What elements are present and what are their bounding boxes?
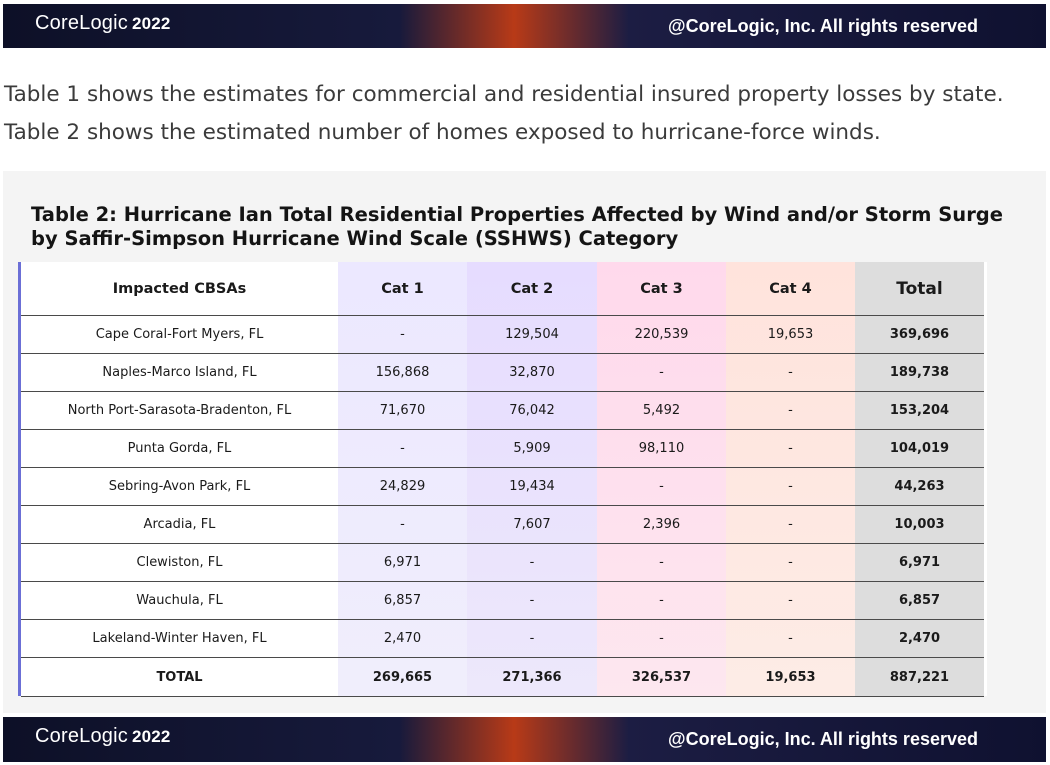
properties-table — [21, 262, 984, 697]
column-header: Cat 2 — [467, 262, 597, 316]
value-cell: - — [726, 506, 855, 544]
cbsa-name-cell: Lakeland-Winter Haven, FL — [21, 620, 338, 658]
table-row — [21, 582, 984, 620]
copyright-text: @CoreLogic, Inc. All rights reserved — [668, 729, 978, 749]
value-cell: - — [597, 544, 726, 582]
table-title: Table 2: Hurricane Ian Total Residential Properties Affected by Wind and/or Storm Surge by Saffir-Simpson Hurricane Wind Scale (SSHWS) Category — [31, 203, 1003, 250]
total-row — [21, 658, 984, 697]
table-container — [18, 262, 987, 696]
value-cell: - — [467, 544, 597, 582]
value-cell: 19,434 — [467, 468, 597, 506]
brand-year: 2022 — [131, 14, 171, 33]
table-row — [21, 620, 984, 658]
cbsa-name-cell: Cape Coral-Fort Myers, FL — [21, 316, 338, 354]
value-cell: 24,829 — [338, 468, 467, 506]
column-header: Impacted CBSAs — [21, 262, 338, 316]
column-header: Cat 3 — [597, 262, 726, 316]
total-value-cell: 887,221 — [855, 658, 984, 697]
value-cell: 71,670 — [338, 392, 467, 430]
copyright-text: @CoreLogic, Inc. All rights reserved — [668, 16, 978, 36]
bottom-banner — [3, 717, 1046, 762]
value-cell: - — [726, 620, 855, 658]
table-figure — [3, 171, 1046, 713]
top-banner — [3, 4, 1046, 48]
value-cell: - — [726, 354, 855, 392]
value-cell: - — [597, 582, 726, 620]
column-header: Total — [855, 262, 984, 316]
value-cell: - — [726, 430, 855, 468]
table-row — [21, 468, 984, 506]
table-row — [21, 506, 984, 544]
value-cell: - — [597, 354, 726, 392]
total-label-cell: TOTAL — [21, 658, 338, 697]
value-cell: 104,019 — [855, 430, 984, 468]
value-cell: 5,492 — [597, 392, 726, 430]
value-cell: 19,653 — [726, 316, 855, 354]
value-cell: 6,971 — [338, 544, 467, 582]
cbsa-name-cell: Arcadia, FL — [21, 506, 338, 544]
intro-paragraph: Table 1 shows the estimates for commercial and residential insured property losses by state. Table 2 shows the estimated number of homes exposed to hurricane-force winds. — [4, 82, 1004, 145]
total-value-cell: 269,665 — [338, 658, 467, 697]
value-cell: 6,857 — [338, 582, 467, 620]
cbsa-name-cell: Naples-Marco Island, FL — [21, 354, 338, 392]
brand-name: CoreLogic — [35, 725, 128, 747]
value-cell: 2,396 — [597, 506, 726, 544]
cbsa-name-cell: Punta Gorda, FL — [21, 430, 338, 468]
value-cell: - — [597, 468, 726, 506]
value-cell: 2,470 — [855, 620, 984, 658]
table-row — [21, 430, 984, 468]
value-cell: 98,110 — [597, 430, 726, 468]
value-cell: - — [726, 392, 855, 430]
cbsa-name-cell: Sebring-Avon Park, FL — [21, 468, 338, 506]
value-cell: - — [338, 506, 467, 544]
cbsa-name-cell: North Port-Sarasota-Bradenton, FL — [21, 392, 338, 430]
column-header: Cat 4 — [726, 262, 855, 316]
value-cell: 156,868 — [338, 354, 467, 392]
value-cell: 6,857 — [855, 582, 984, 620]
value-cell: - — [726, 582, 855, 620]
value-cell: 6,971 — [855, 544, 984, 582]
value-cell: 7,607 — [467, 506, 597, 544]
value-cell: - — [467, 582, 597, 620]
value-cell: 129,504 — [467, 316, 597, 354]
column-header: Cat 1 — [338, 262, 467, 316]
cbsa-name-cell: Clewiston, FL — [21, 544, 338, 582]
value-cell: 10,003 — [855, 506, 984, 544]
value-cell: - — [338, 430, 467, 468]
brand-logo — [35, 725, 171, 748]
value-cell: 369,696 — [855, 316, 984, 354]
value-cell: - — [338, 316, 467, 354]
value-cell: 220,539 — [597, 316, 726, 354]
header-row — [21, 262, 984, 316]
total-value-cell: 326,537 — [597, 658, 726, 697]
value-cell: 32,870 — [467, 354, 597, 392]
cbsa-name-cell: Wauchula, FL — [21, 582, 338, 620]
table-row — [21, 544, 984, 582]
table-row — [21, 392, 984, 430]
value-cell: 44,263 — [855, 468, 984, 506]
total-value-cell: 271,366 — [467, 658, 597, 697]
value-cell: 76,042 — [467, 392, 597, 430]
brand-logo — [35, 12, 171, 35]
total-value-cell: 19,653 — [726, 658, 855, 697]
table-row — [21, 354, 984, 392]
table-row — [21, 316, 984, 354]
value-cell: 5,909 — [467, 430, 597, 468]
value-cell: - — [597, 620, 726, 658]
value-cell: 2,470 — [338, 620, 467, 658]
value-cell: 189,738 — [855, 354, 984, 392]
value-cell: - — [726, 468, 855, 506]
brand-year: 2022 — [131, 727, 171, 746]
value-cell: - — [726, 544, 855, 582]
value-cell: - — [467, 620, 597, 658]
value-cell: 153,204 — [855, 392, 984, 430]
brand-name: CoreLogic — [35, 12, 128, 34]
